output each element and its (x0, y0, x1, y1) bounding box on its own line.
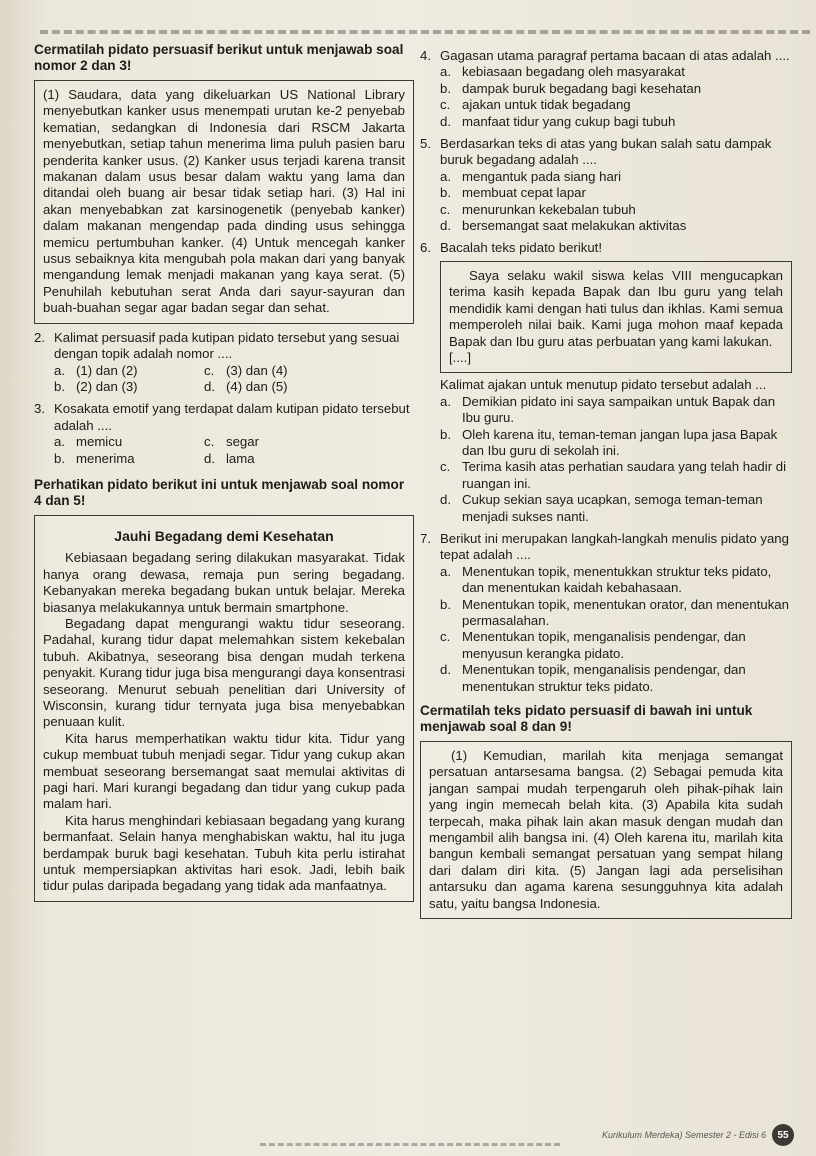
bottom-dashed-border (260, 1143, 560, 1152)
question-6 (420, 240, 792, 256)
option-d[interactable]: d. bersemangat saat melakukan aktivitas (440, 218, 687, 234)
question-4-options (440, 64, 792, 130)
page-footer (602, 1124, 794, 1146)
passage-persatuan: (1) Kemudian, marilah kita menjaga semangat persatuan antarsesama bangsa. (2) Sebagai pemuda kita jangan sampai mudah terpengaruh oleh pihak-pihak lain yang ingin memecah belah kita. (3) Apabila kita sudah terpecah, maka pihak lain akan masuk dengan mudah dan mengambil alih bangsa ini. (4) Oleh karena itu, marilah kita bangun kembali semangat persatuan yang sempat hilang dari dalam diri kita. (5) Jangan lagi ada perselisihan antarsuku dan agama karena sesungguhnya kita adalah satu, yaitu bangsa Indonesia. (429, 748, 783, 911)
question-stem: Kosakata emotif yang terdapat dalam kutipan pidato tersebut adalah .... (54, 401, 410, 433)
option-b[interactable]: b. dampak buruk begadang bagi kesehatan (440, 80, 702, 96)
option-a[interactable]: a. memicu (54, 434, 123, 450)
option-d[interactable]: d. Cukup sekian saya ucapkan, semoga teman-teman menjadi sukses nanti. (440, 492, 763, 524)
question-stem: Berdasarkan teks di atas yang bukan salah satu dampak buruk begadang adalah .... (440, 136, 772, 168)
left-column (34, 42, 414, 902)
page-number: 55 (772, 1124, 794, 1146)
question-7-options (440, 564, 792, 695)
speech-paragraph: Saya selaku wakil siswa kelas VIII mengucapkan terima kasih kepada Bapak dan Ibu guru yang telah mendidik kami dengan hati tulus dan ikhlas. Kami semua memperoleh nilai baik. Kami juga mohon maaf kepada Bapak dan Ibu guru atas perbuatan yang kami lakukan. (449, 267, 783, 349)
option-b[interactable]: b. (2) dan (3) (54, 378, 138, 394)
instruction-q2-q3: Cermatilah pidato persuasif berikut untuk menjawab soal nomor 2 dan 3! (34, 42, 404, 73)
option-d[interactable]: d. lama (204, 450, 255, 466)
option-b[interactable]: b. menerima (54, 450, 135, 466)
question-stem: Bacalah teks pidato berikut! (440, 240, 603, 256)
speech-paragraph-2: Begadang dapat mengurangi waktu tidur seseorang. Padahal, kurang tidur dapat melemahkan sistem kekebalan tubuh. Akibatnya, seseorang bisa dengan mudah terkena penyakit. Kurang tidur juga bisa mengurangi daya konsentrasi seseorang. Menurut sebuah penelitian dari University of Wisconsin, kurang tidur ternyata juga bisa menyebabkan penuaan kulit. (43, 615, 405, 730)
option-a[interactable]: a. Menentukan topik, menentukkan struktur teks pidato, dan menentukan kaidah kebahasaan. (440, 563, 772, 596)
question-2 (34, 330, 414, 363)
speech-paragraph-1: Kebiasaan begadang sering dilakukan masyarakat. Tidak hanya orang dewasa, remaja pun sering begadang. Kebanyakan mereka begadang bukan untuk belajar. Mereka biasanya melakukannya untuk bermain smartphone. (43, 550, 405, 615)
option-a[interactable]: a. mengantuk pada siang hari (440, 168, 622, 184)
question-number: 4. (420, 48, 431, 63)
option-d[interactable]: d. Menentukan topik, menganalisis pendengar, dan menentukan struktur teks pidato. (440, 662, 746, 694)
option-c[interactable]: c. Terima kasih atas perhatian saudara yang telah hadir di ruangan ini. (440, 459, 787, 491)
question-2-options (54, 363, 414, 396)
option-b[interactable]: b. Oleh karena itu, teman-teman jangan lupa jasa Bapak dan Ibu guru di sekolah ini. (440, 426, 778, 458)
option-a[interactable]: a. Demikian pidato ini saya sampaikan untuk Bapak dan Ibu guru. (440, 393, 776, 426)
question-7 (420, 531, 792, 564)
question-3-options (54, 434, 414, 467)
right-column (420, 48, 792, 919)
speech-paragraph-3: Kita harus memperhatikan waktu tidur kita. Tidur yang cukup membuat tubuh menjadi segar. Tidur yang cukup akan membuat seseorang bersemangat saat memulai aktivitas di pagi hari. Mari kurangi begadang dan tidur yang cukup pada malam hari. (43, 730, 405, 812)
footer-text: Kurikulum Merdeka) Semester 2 - Edisi 6 (601, 1130, 766, 1140)
option-b[interactable]: b. membuat cepat lapar (440, 185, 586, 201)
option-d[interactable]: d. (4) dan (5) (204, 378, 288, 394)
question-stem: Gagasan utama paragraf pertama bacaan di atas adalah .... (440, 48, 790, 63)
speech-blank: [....] (449, 349, 471, 365)
instruction-q8-q9: Cermatilah teks pidato persuasif di bawah ini untuk menjawab soal 8 dan 9! (420, 703, 753, 735)
question-number: 6. (420, 240, 431, 256)
question-4 (420, 48, 792, 64)
question-number: 5. (420, 136, 431, 152)
question-3 (34, 401, 414, 434)
question-stem: Kalimat persuasif pada kutipan pidato tersebut yang sesuai dengan topik adalah nomor .... (54, 329, 400, 362)
option-b[interactable]: b. Menentukan topik, menentukan orator, dan menentukan permasalahan. (440, 596, 789, 628)
option-a[interactable]: a. (1) dan (2) (54, 362, 138, 378)
question-number: 3. (34, 401, 45, 417)
question-6-prompt: Kalimat ajakan untuk menutup pidato tersebut adalah ... (440, 377, 767, 393)
option-c[interactable]: c. segar (204, 434, 259, 450)
question-number: 7. (420, 530, 431, 546)
instruction-q4-q5: Perhatikan pidato berikut ini untuk menjawab soal nomor 4 dan 5! (34, 476, 405, 508)
speech-title: Jauhi Begadang demi Kesehatan (114, 527, 334, 544)
option-c[interactable]: c. Menentukan topik, menganalisis pendengar, dan menyusun kerangka pidato. (440, 629, 746, 661)
passage-kanker-usus: (1) Saudara, data yang dikeluarkan US National Library menyebutkan kanker usus menempati urutan ke-2 penyebab kematian, sedangkan di Indonesia dari RSCM Jakarta menyebutkan, setiap tahun menerima lima puluh pasien baru penderita kanker usus. (2) Kanker usus terjadi karena transit makanan dalam usus besar dalam waktu yang lama dan ditandai oleh buang air besar tidak setiap hari. (3) Hal ini akan menyebabkan zat karsinogenetik (penyebab kanker) dalam makanan mengendap pada dinding usus sehingga memicu pertumbuhan kanker. (4) Untuk mencegah kanker usus sebaiknya kita mengubah pola makan dari yang banyak mengandung lemak menjadi makanan yang kaya serat. (5) Penuhilah kebutuhan serat Anda dari sayur-sayuran dan buah-buahan segar agar badan segar dan sehat. (43, 87, 405, 316)
option-c[interactable]: c. menurunkan kekebalan tubuh (440, 201, 636, 217)
question-stem: Berikut ini merupakan langkah-langkah menulis pidato yang tepat adalah .... (440, 530, 789, 563)
question-5 (420, 136, 792, 169)
option-c[interactable]: c. ajakan untuk tidak begadang (440, 97, 631, 113)
speech-box-wakil-siswa (440, 261, 792, 373)
question-number: 2. (34, 329, 45, 345)
option-a[interactable]: a. kebiasaan begadang oleh masyarakat (440, 64, 685, 80)
option-c[interactable]: c. (3) dan (4) (204, 362, 288, 378)
speech-box-begadang (34, 515, 414, 902)
question-5-options (440, 169, 792, 235)
speech-paragraph-4: Kita harus menghindari kebiasaan begadang yang kurang bermanfaat. Selain hanya menghabiskan waktu, hal itu juga berdampak buruk bagi kesehatan. Tubuh kita perlu istirahat untuk mempersiapkan aktivitas hari esok. Jadi, lebih baik tidur pulas daripada begadang yang tidak ada manfaatnya. (43, 812, 405, 894)
passage-box-kanker-usus (34, 80, 414, 324)
passage-box-persatuan (420, 741, 792, 919)
question-6-options (440, 394, 792, 525)
option-d[interactable]: d. manfaat tidur yang cukup bagi tubuh (440, 113, 676, 129)
